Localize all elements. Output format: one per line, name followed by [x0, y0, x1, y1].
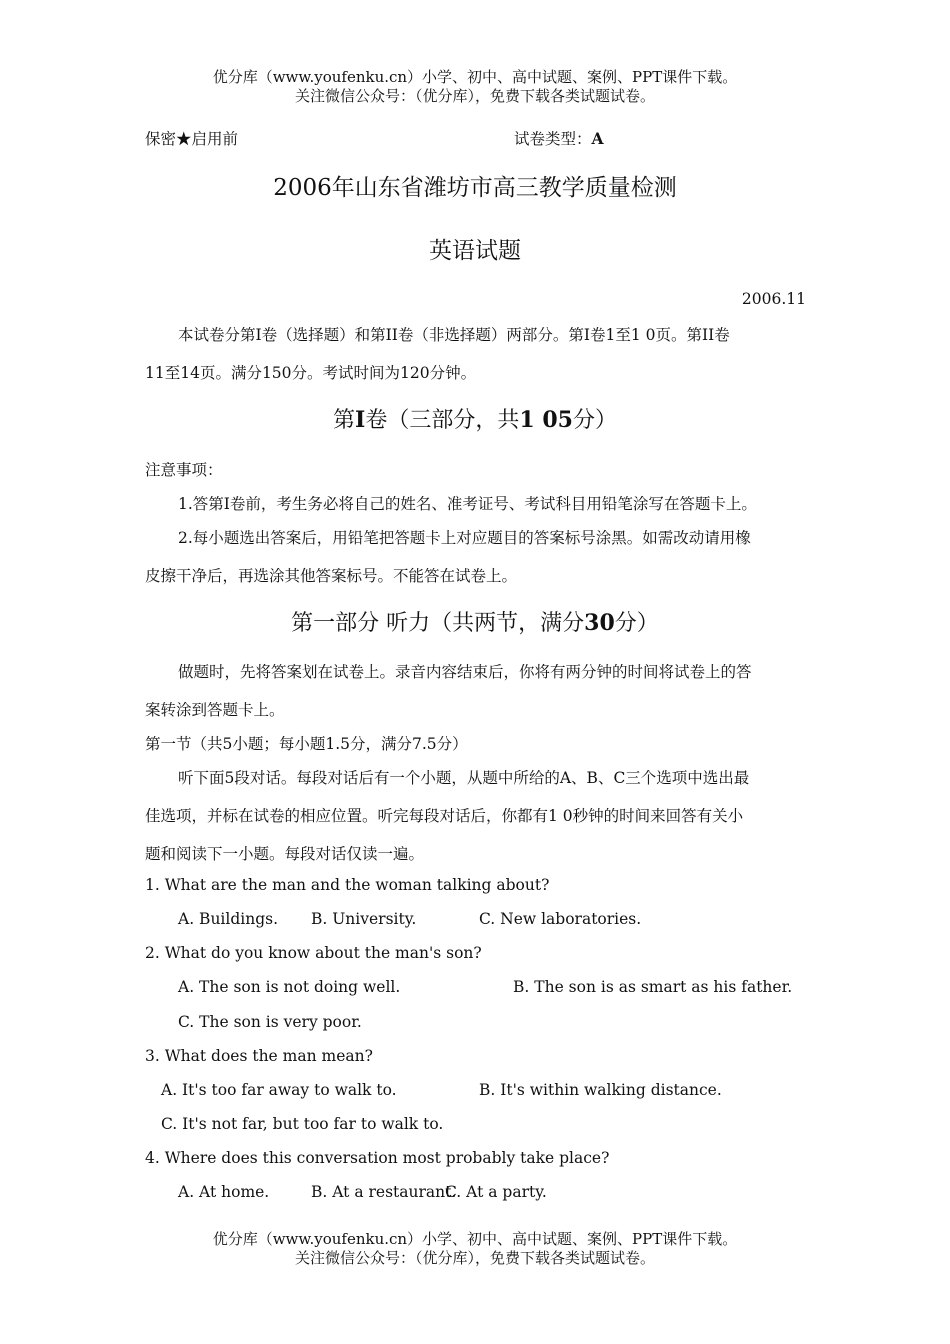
question-3-option-b: B. It's within walking distance.	[479, 1081, 722, 1099]
question-3: 3. What does the man mean?	[145, 1047, 373, 1065]
question-2-option-b: B. The son is as smart as his father.	[513, 978, 793, 996]
paper-type	[514, 127, 604, 149]
question-1-option-b: B. University.	[311, 910, 417, 928]
exam-subtitle: 英语试题	[429, 238, 521, 264]
section-one-title: 第一节（共5小题；每小题1.5分，满分7.5分）	[145, 735, 468, 753]
question-1: 1. What are the man and the woman talking about?	[145, 876, 550, 894]
question-4-option-c: C. At a party.	[445, 1183, 547, 1201]
section-heading-num: 30	[584, 610, 615, 636]
question-2-option-c: C. The son is very poor.	[178, 1013, 362, 1031]
question-3-option-a: A. It's too far away to walk to.	[161, 1081, 397, 1099]
exam-date: 2006.11	[741, 290, 806, 308]
part-heading-roman: I	[355, 407, 366, 433]
notice-item-1: 1.答第I卷前，考生务必将自己的姓名、准考证号、考试科目用铅笔涂写在答题卡上。	[178, 495, 757, 513]
intro-line-1: 本试卷分第I卷（选择题）和第II卷（非选择题）两部分。第I卷1至1 0页。第II卷	[178, 326, 730, 344]
notice-item-2-line-2: 皮擦干净后，再选涂其他答案标号。不能答在试卷上。	[145, 567, 518, 585]
notice-label: 注意事项：	[145, 461, 223, 479]
section-heading-post: 分）	[614, 611, 659, 636]
part-heading-post: 分）	[572, 408, 617, 433]
section-one-line-3: 题和阅读下一小题。每段对话仅读一遍。	[145, 845, 425, 863]
section-one-line-2: 佳选项，并标在试卷的相应位置。听完每段对话后，你都有1 0秒钟的时间来回答有关小	[145, 807, 744, 825]
footer-line-2: 关注微信公众号：（优分库），免费下载各类试题试卷。	[294, 1249, 655, 1267]
question-1-option-a: A. Buildings.	[178, 910, 279, 928]
footer-line-1: 优分库（www.youfenku.cn）小学、初中、高中试题、案例、PPT课件下载。	[212, 1230, 738, 1248]
header-line-1: 优分库（www.youfenku.cn）小学、初中、高中试题、案例、PPT课件下载。	[212, 68, 738, 86]
listening-heading	[0, 606, 950, 637]
intro-line-2: 11至14页。满分150分。考试时间为120分钟。	[145, 364, 477, 382]
question-4-option-b: B. At a restaurant.	[311, 1183, 457, 1201]
part-heading-num: 1 05	[519, 407, 573, 433]
question-3-option-c: C. It's not far, but too far to walk to.	[161, 1115, 444, 1133]
header-line-2: 关注微信公众号：（优分库），免费下载各类试题试卷。	[294, 87, 655, 105]
listening-intro-line-2: 案转涂到答题卡上。	[145, 701, 285, 719]
part-heading-pre: 第	[333, 408, 356, 433]
part-one-heading	[0, 403, 950, 434]
section-heading-pre: 第一部分 听力（共两节，满分	[291, 611, 585, 636]
listening-intro-line-1: 做题时，先将答案划在试卷上。录音内容结束后，你将有两分钟的时间将试卷上的答	[178, 663, 752, 681]
question-2: 2. What do you know about the man's son?	[145, 944, 482, 962]
exam-title: 2006年山东省潍坊市高三教学质量检测	[273, 175, 677, 201]
paper-type-value: A	[591, 129, 604, 148]
question-4: 4. Where does this conversation most probably take place?	[145, 1149, 610, 1167]
question-1-option-c: C. New laboratories.	[479, 910, 642, 928]
question-4-option-a: A. At home.	[178, 1183, 270, 1201]
notice-item-2-line-1: 2.每小题选出答案后，用铅笔把答题卡上对应题目的答案标号涂黑。如需改动请用橡	[178, 529, 751, 547]
question-2-option-a: A. The son is not doing well.	[178, 978, 401, 996]
part-heading-mid: 卷（三部分，共	[365, 408, 520, 433]
secret-label: 保密★启用前	[145, 130, 239, 148]
paper-type-label: 试卷类型：	[514, 130, 592, 148]
section-one-line-1: 听下面5段对话。每段对话后有一个小题，从题中所给的A、B、C三个选项中选出最	[178, 769, 750, 787]
